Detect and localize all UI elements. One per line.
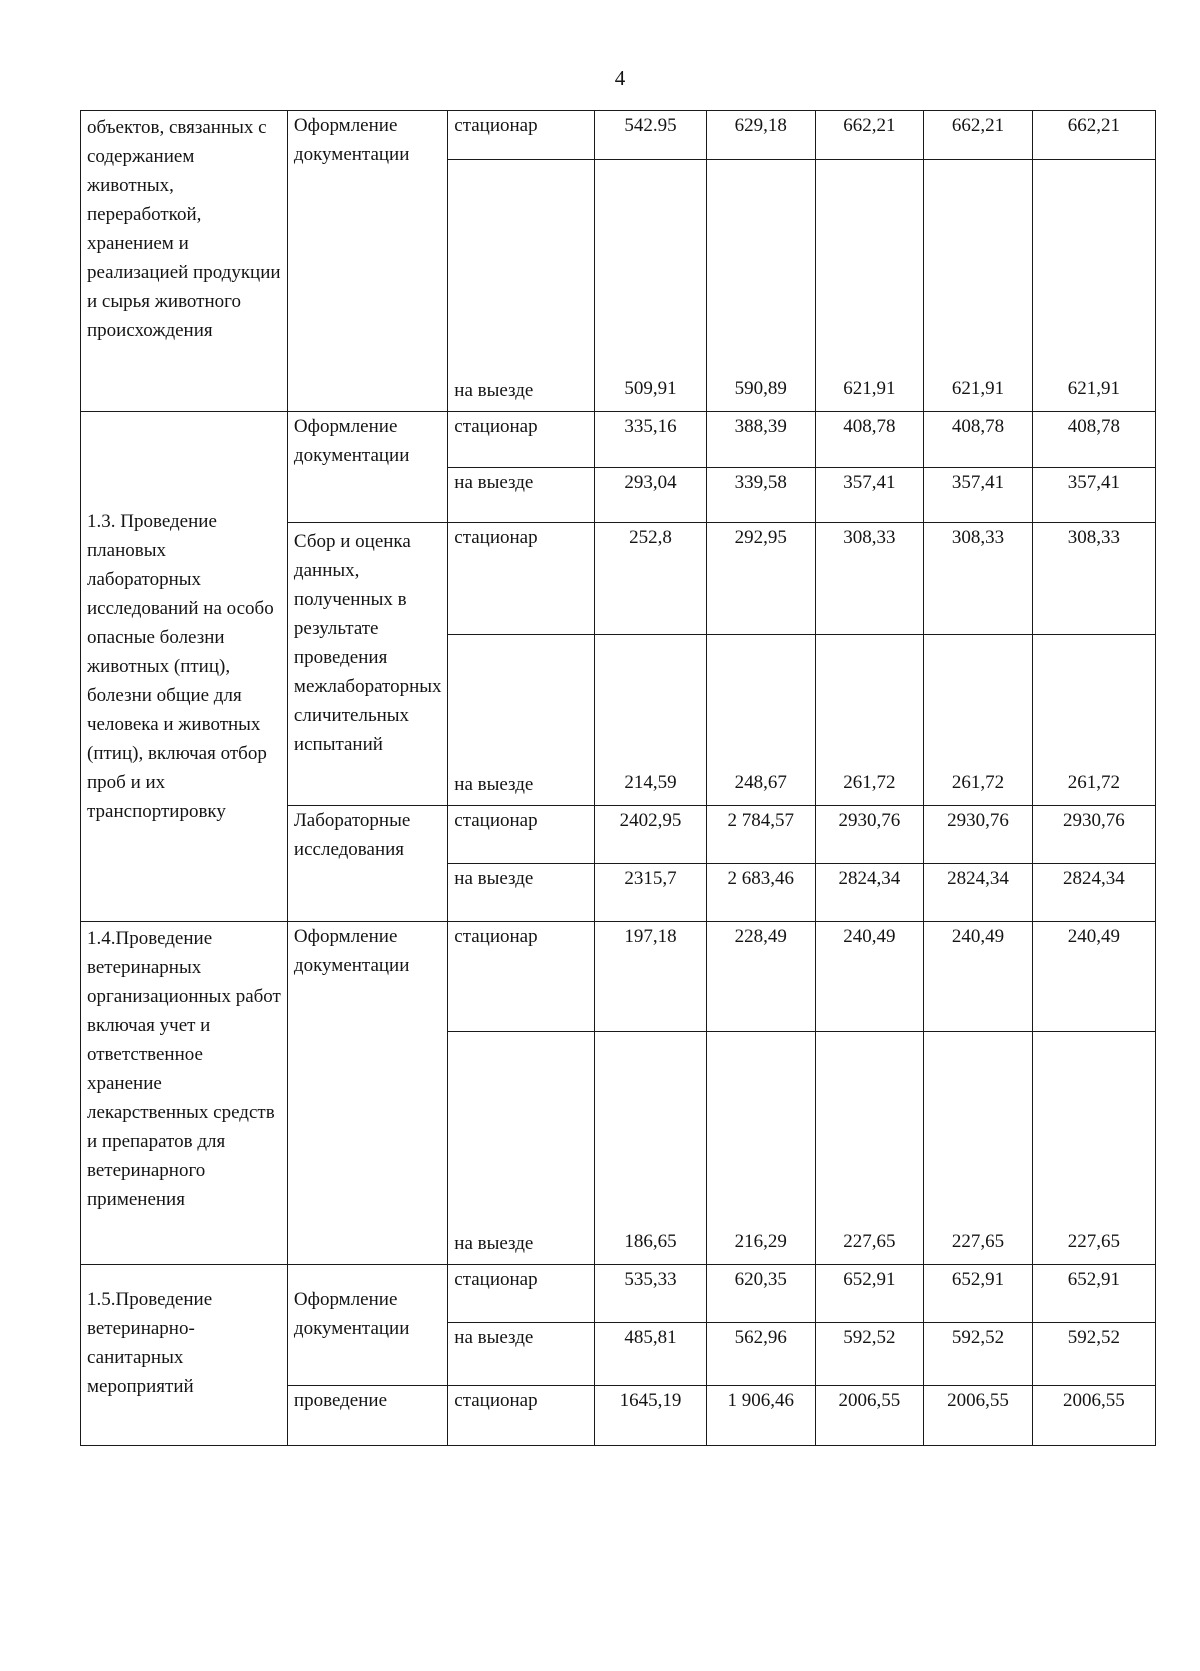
activity-cell: 1.3. Проведение плановых лабораторных исследований на особо опасные болезни животных (птиц), болезни общие для человека и животных (птиц), включая отбор проб и их транспортировку [81,412,288,922]
mode-cell: на выезде [448,864,595,922]
value-cell: 308,33 [815,523,924,635]
value-cell: 662,21 [1032,111,1155,160]
table-row [81,922,1156,1032]
work-type-cell: Лабораторные исследования [287,806,447,922]
value-cell: 2315,7 [595,864,707,922]
value-cell: 2 784,57 [706,806,815,864]
value-cell: 2930,76 [815,806,924,864]
value-cell: 2824,34 [815,864,924,922]
value-cell: 357,41 [924,468,1033,523]
mode-cell: стационар [448,806,595,864]
value-cell: 292,95 [706,523,815,635]
mode-cell: на выезде [448,468,595,523]
value-cell: 240,49 [1032,922,1155,1032]
work-type-cell: Оформление документации [287,412,447,523]
mode-cell: на выезде [448,1323,595,1386]
work-type-cell: Сбор и оценка данных, полученных в результате проведения межлабораторных сличительных испытаний [287,523,447,806]
value-cell: 2930,76 [1032,806,1155,864]
mode-cell: на выезде [448,160,595,412]
value-cell: 2006,55 [815,1386,924,1446]
mode-cell: на выезде [448,1032,595,1265]
value-cell: 621,91 [1032,160,1155,412]
value-cell: 620,35 [706,1265,815,1323]
value-cell: 1645,19 [595,1386,707,1446]
value-cell: 339,58 [706,468,815,523]
value-cell: 357,41 [1032,468,1155,523]
value-cell: 621,91 [815,160,924,412]
value-cell: 652,91 [924,1265,1033,1323]
value-cell: 252,8 [595,523,707,635]
value-cell: 2006,55 [924,1386,1033,1446]
value-cell: 509,91 [595,160,707,412]
value-cell: 227,65 [1032,1032,1155,1265]
work-type-cell: Оформление документации [287,922,447,1265]
value-cell: 2 683,46 [706,864,815,922]
value-cell: 240,49 [815,922,924,1032]
value-cell: 261,72 [815,635,924,806]
value-cell: 562,96 [706,1323,815,1386]
value-cell: 629,18 [706,111,815,160]
value-cell: 293,04 [595,468,707,523]
value-cell: 592,52 [924,1323,1033,1386]
work-type-cell: Оформление документации [287,111,447,412]
value-cell: 240,49 [924,922,1033,1032]
value-cell: 248,67 [706,635,815,806]
value-cell: 485,81 [595,1323,707,1386]
value-cell: 227,65 [815,1032,924,1265]
mode-cell: стационар [448,111,595,160]
value-cell: 592,52 [1032,1323,1155,1386]
value-cell: 535,33 [595,1265,707,1323]
work-type-cell: Оформление документации [287,1265,447,1386]
value-cell: 592,52 [815,1323,924,1386]
value-cell: 308,33 [1032,523,1155,635]
value-cell: 652,91 [815,1265,924,1323]
value-cell: 408,78 [1032,412,1155,468]
value-cell: 1 906,46 [706,1386,815,1446]
value-cell: 542.95 [595,111,707,160]
value-cell: 662,21 [924,111,1033,160]
value-cell: 261,72 [1032,635,1155,806]
table-row [81,111,1156,160]
value-cell: 408,78 [815,412,924,468]
value-cell: 308,33 [924,523,1033,635]
value-cell: 590,89 [706,160,815,412]
mode-cell: стационар [448,1386,595,1446]
activity-cell: 1.4.Проведение ветеринарных организационных работ включая учет и ответственное хранение лекарственных средств и препаратов для ветеринарного применения [81,922,288,1265]
value-cell: 2006,55 [1032,1386,1155,1446]
value-cell: 388,39 [706,412,815,468]
value-cell: 2824,34 [1032,864,1155,922]
activity-cell: 1.5.Проведение ветеринарно-санитарных мероприятий [81,1265,288,1446]
value-cell: 2402,95 [595,806,707,864]
value-cell: 2824,34 [924,864,1033,922]
value-cell: 261,72 [924,635,1033,806]
tariff-table [80,110,1156,1446]
table-row [81,412,1156,468]
value-cell: 186,65 [595,1032,707,1265]
value-cell: 652,91 [1032,1265,1155,1323]
mode-cell: стационар [448,1265,595,1323]
mode-cell: на выезде [448,635,595,806]
page-number: 4 [614,66,626,90]
mode-cell: стационар [448,523,595,635]
value-cell: 228,49 [706,922,815,1032]
value-cell: 621,91 [924,160,1033,412]
value-cell: 2930,76 [924,806,1033,864]
work-type-cell: проведение [287,1386,447,1446]
mode-cell: стационар [448,922,595,1032]
value-cell: 214,59 [595,635,707,806]
value-cell: 216,29 [706,1032,815,1265]
value-cell: 197,18 [595,922,707,1032]
value-cell: 227,65 [924,1032,1033,1265]
value-cell: 357,41 [815,468,924,523]
value-cell: 335,16 [595,412,707,468]
mode-cell: стационар [448,412,595,468]
value-cell: 408,78 [924,412,1033,468]
activity-cell: объектов, связанных с содержанием животных, переработкой, хранением и реализацией продукции и сырья животного происхождения [81,111,288,412]
value-cell: 662,21 [815,111,924,160]
table-row [81,1265,1156,1323]
